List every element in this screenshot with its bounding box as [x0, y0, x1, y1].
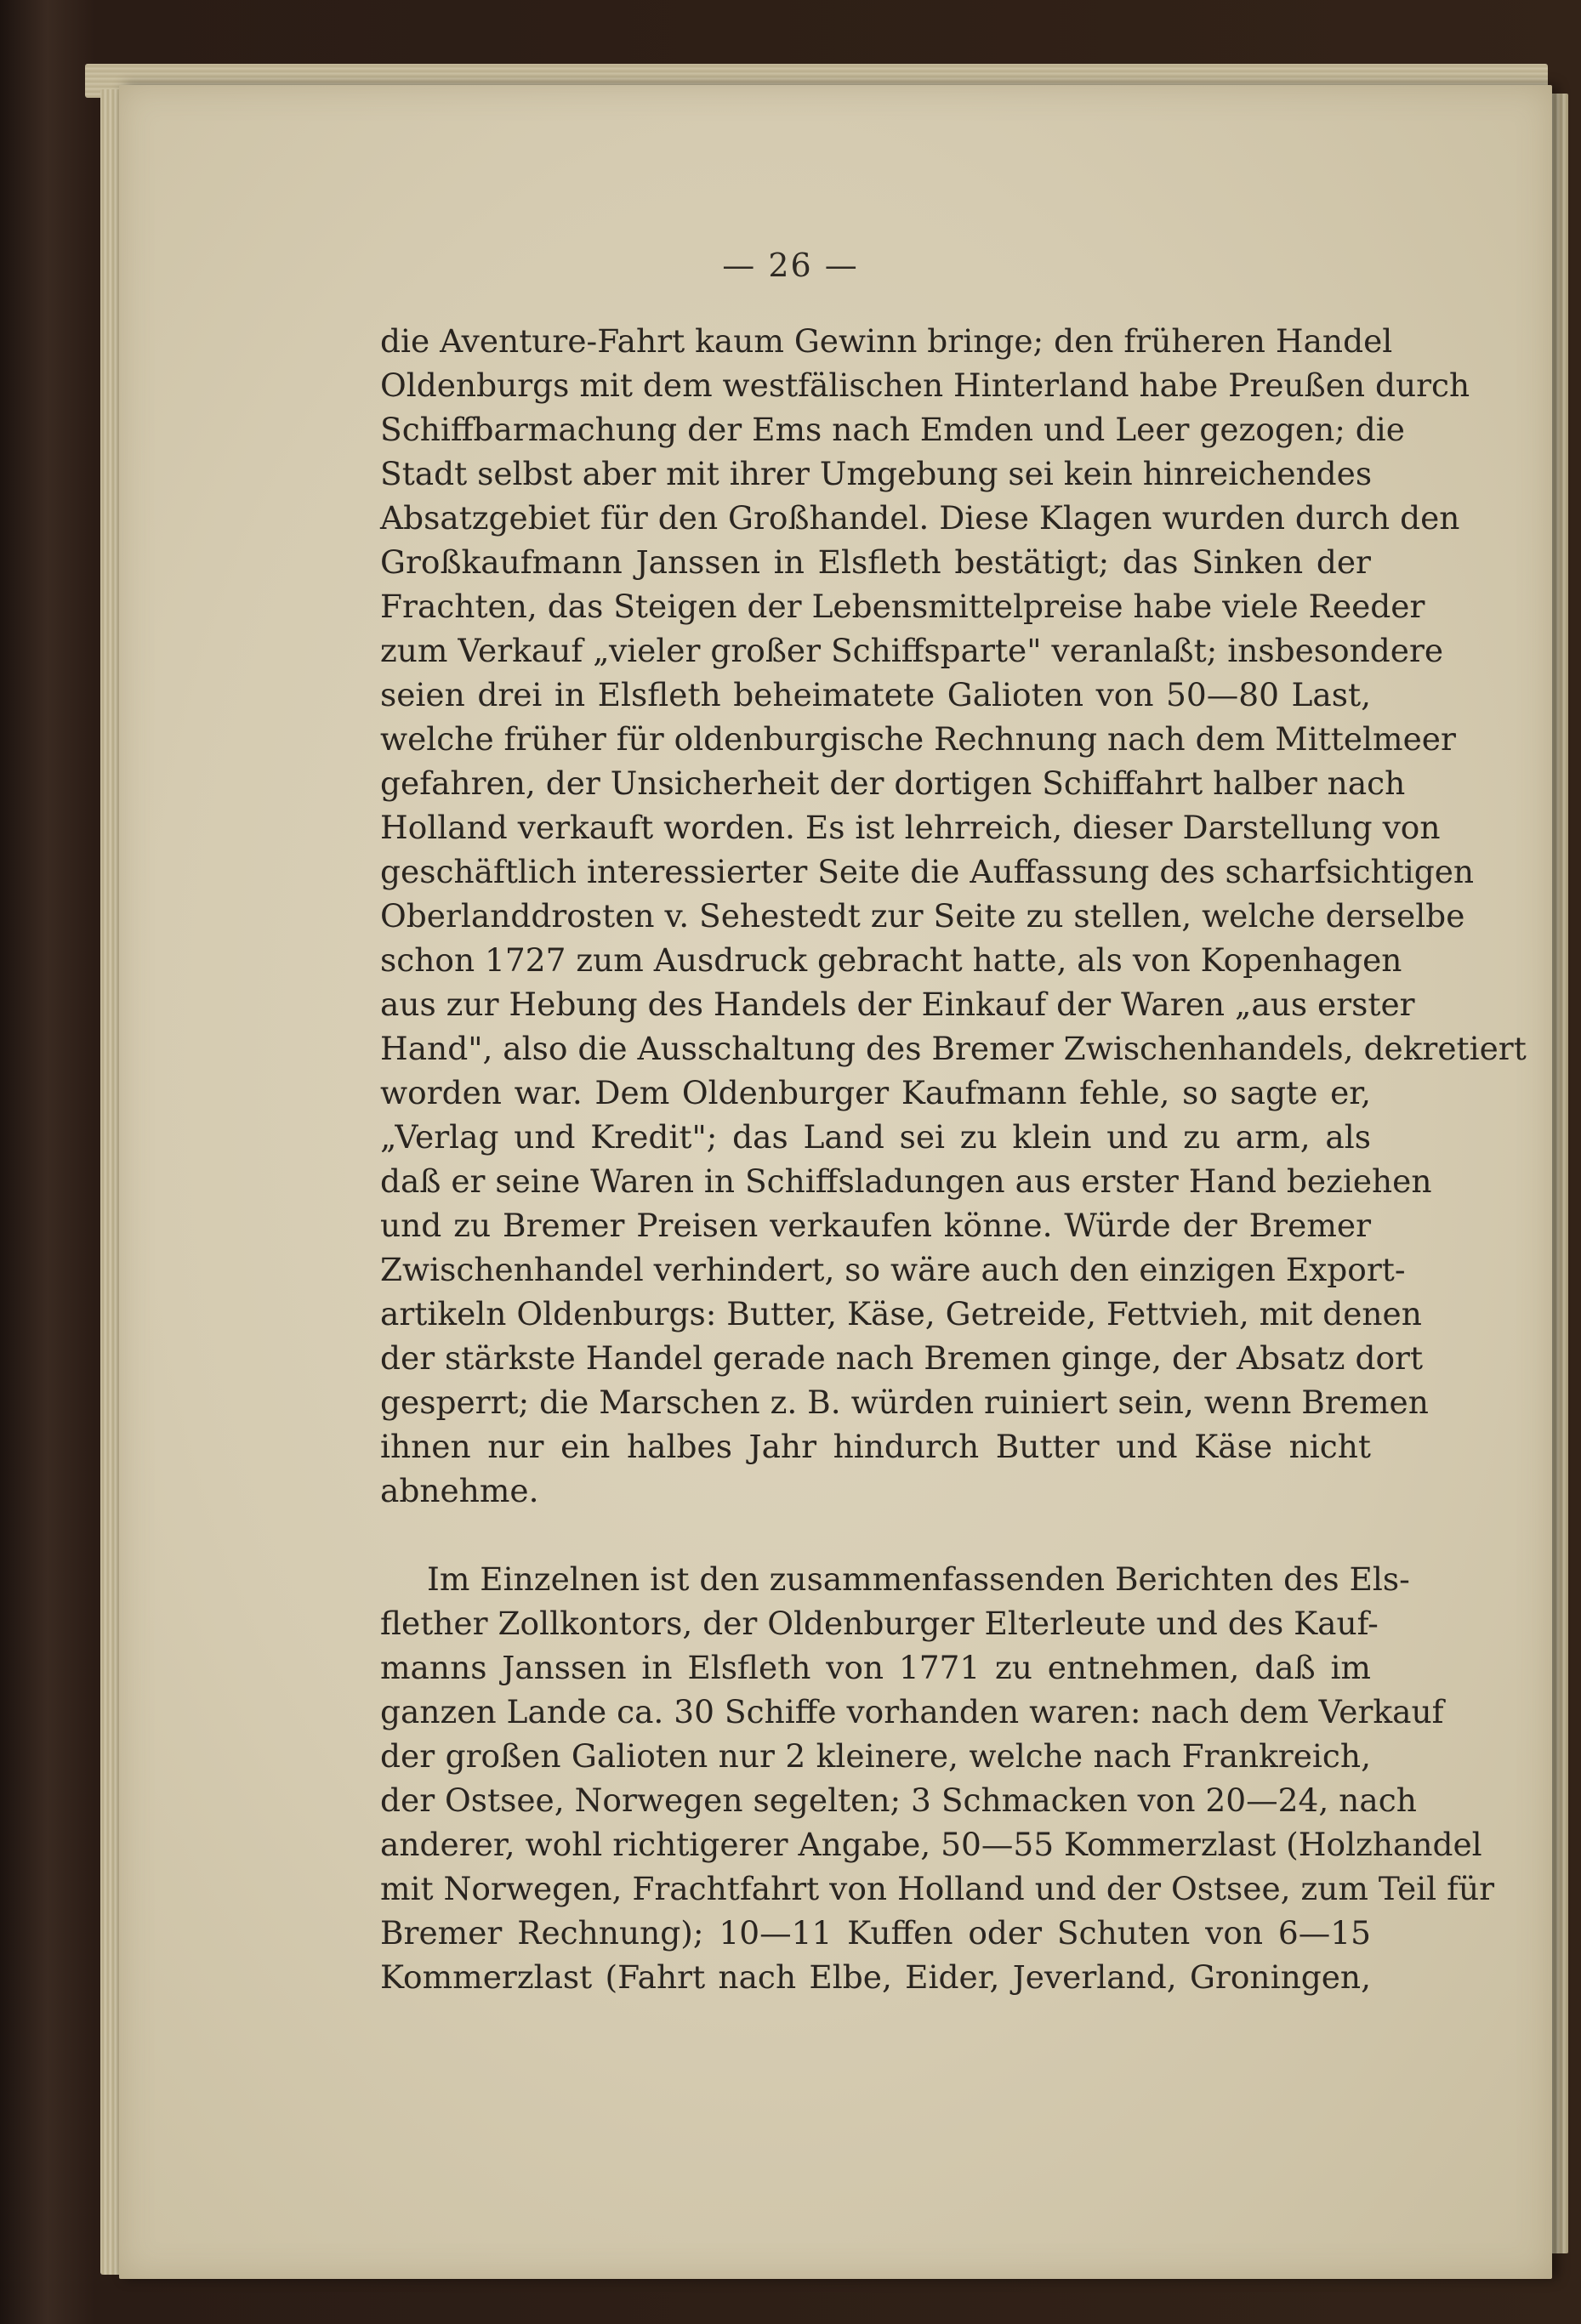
text-line: der großen Galioten nur 2 kleinere, welche nach Frankreich, [380, 1737, 1371, 1775]
text-line: Schiffbarmachung der Ems nach Emden und Leer gezogen; die [380, 411, 1405, 448]
paragraph-1 [380, 319, 1527, 1513]
text-line: Im Einzelnen ist den zusammenfassenden Berichten des Els- [427, 1560, 1410, 1598]
text-line: geschäftlich interessierter Seite die Auffassung des scharfsichtigen [380, 853, 1475, 890]
text-line: mit Norwegen, Frachtfahrt von Holland und der Ostsee, zum Teil für [380, 1870, 1495, 1907]
text-line: und zu Bremer Preisen verkaufen könne. Würde der Bremer [380, 1207, 1371, 1244]
text-line: artikeln Oldenburgs: Butter, Käse, Getreide, Fettvieh, mit denen [380, 1295, 1422, 1332]
text-line: Großkaufmann Janssen in Elsfleth bestätigt; das Sinken der [380, 543, 1371, 581]
body-text [380, 319, 1527, 1999]
text-line: ganzen Lande ca. 30 Schiffe vorhanden waren: nach dem Verkauf [380, 1693, 1444, 1730]
text-line: Zwischenhandel verhindert, so wäre auch den einzigen Export- [380, 1251, 1406, 1288]
text-line: abnehme. [380, 1472, 539, 1509]
text-line: der Ostsee, Norwegen segelten; 3 Schmacken von 20—24, nach [380, 1781, 1417, 1819]
text-line: Oberlanddrosten v. Sehestedt zur Seite zu stellen, welche derselbe [380, 897, 1465, 935]
text-line: Kommerzlast (Fahrt nach Elbe, Eider, Jeverland, Groningen, [380, 1958, 1371, 1996]
text-line: anderer, wohl richtigerer Angabe, 50—55 Kommerzlast (Holzhandel [380, 1826, 1482, 1863]
page-number: — 26 — [722, 247, 859, 284]
text-line: Bremer Rechnung); 10—11 Kuffen oder Schuten von 6—15 [380, 1914, 1371, 1952]
text-line: Stadt selbst aber mit ihrer Umgebung sei kein hinreichendes [380, 455, 1373, 492]
text-line: „Verlag und Kredit"; das Land sei zu klein und zu arm, als [380, 1118, 1371, 1156]
paragraph-gap [380, 1513, 1371, 1557]
text-line: Hand", also die Ausschaltung des Bremer Zwischenhandels, dekretiert [380, 1030, 1527, 1067]
text-line: gesperrt; die Marschen z. B. würden ruiniert sein, wenn Bremen [380, 1384, 1429, 1421]
text-line: ihnen nur ein halbes Jahr hindurch Butter und Käse nicht [380, 1428, 1371, 1465]
text-line: schon 1727 zum Ausdruck gebracht hatte, als von Kopenhagen [380, 941, 1402, 979]
text-line: aus zur Hebung des Handels der Einkauf der Waren „aus erster [380, 986, 1415, 1023]
text-line: Frachten, das Steigen der Lebensmittelpreise habe viele Reeder [380, 588, 1425, 625]
paragraph-2 [380, 1557, 1495, 1999]
text-line: Holland verkauft worden. Es ist lehrreich, dieser Darstellung von [380, 809, 1441, 846]
text-line: worden war. Dem Oldenburger Kaufmann fehle, so sagte er, [380, 1074, 1371, 1111]
text-line: Absatzgebiet für den Großhandel. Diese Klagen wurden durch den [380, 499, 1460, 537]
text-line: der stärkste Handel gerade nach Bremen ginge, der Absatz dort [380, 1339, 1424, 1377]
text-line: seien drei in Elsfleth beheimatete Galioten von 50—80 Last, [380, 676, 1371, 713]
text-line: flether Zollkontors, der Oldenburger Elterleute und des Kauf- [380, 1605, 1379, 1642]
text-line: gefahren, der Unsicherheit der dortigen Schiffahrt halber nach [380, 764, 1406, 802]
text-line: Oldenburgs mit dem westfälischen Hinterland habe Preußen durch [380, 366, 1470, 404]
text-line: zum Verkauf „vieler großer Schiffsparte" veranlaßt; insbesondere [380, 632, 1444, 669]
text-line: welche früher für oldenburgische Rechnung nach dem Mittelmeer [380, 720, 1456, 758]
text-line: manns Janssen in Elsfleth von 1771 zu entnehmen, daß im [380, 1649, 1371, 1686]
text-line: die Aventure-Fahrt kaum Gewinn bringe; den früheren Handel [380, 322, 1393, 360]
text-line: daß er seine Waren in Schiffsladungen aus erster Hand beziehen [380, 1162, 1432, 1200]
